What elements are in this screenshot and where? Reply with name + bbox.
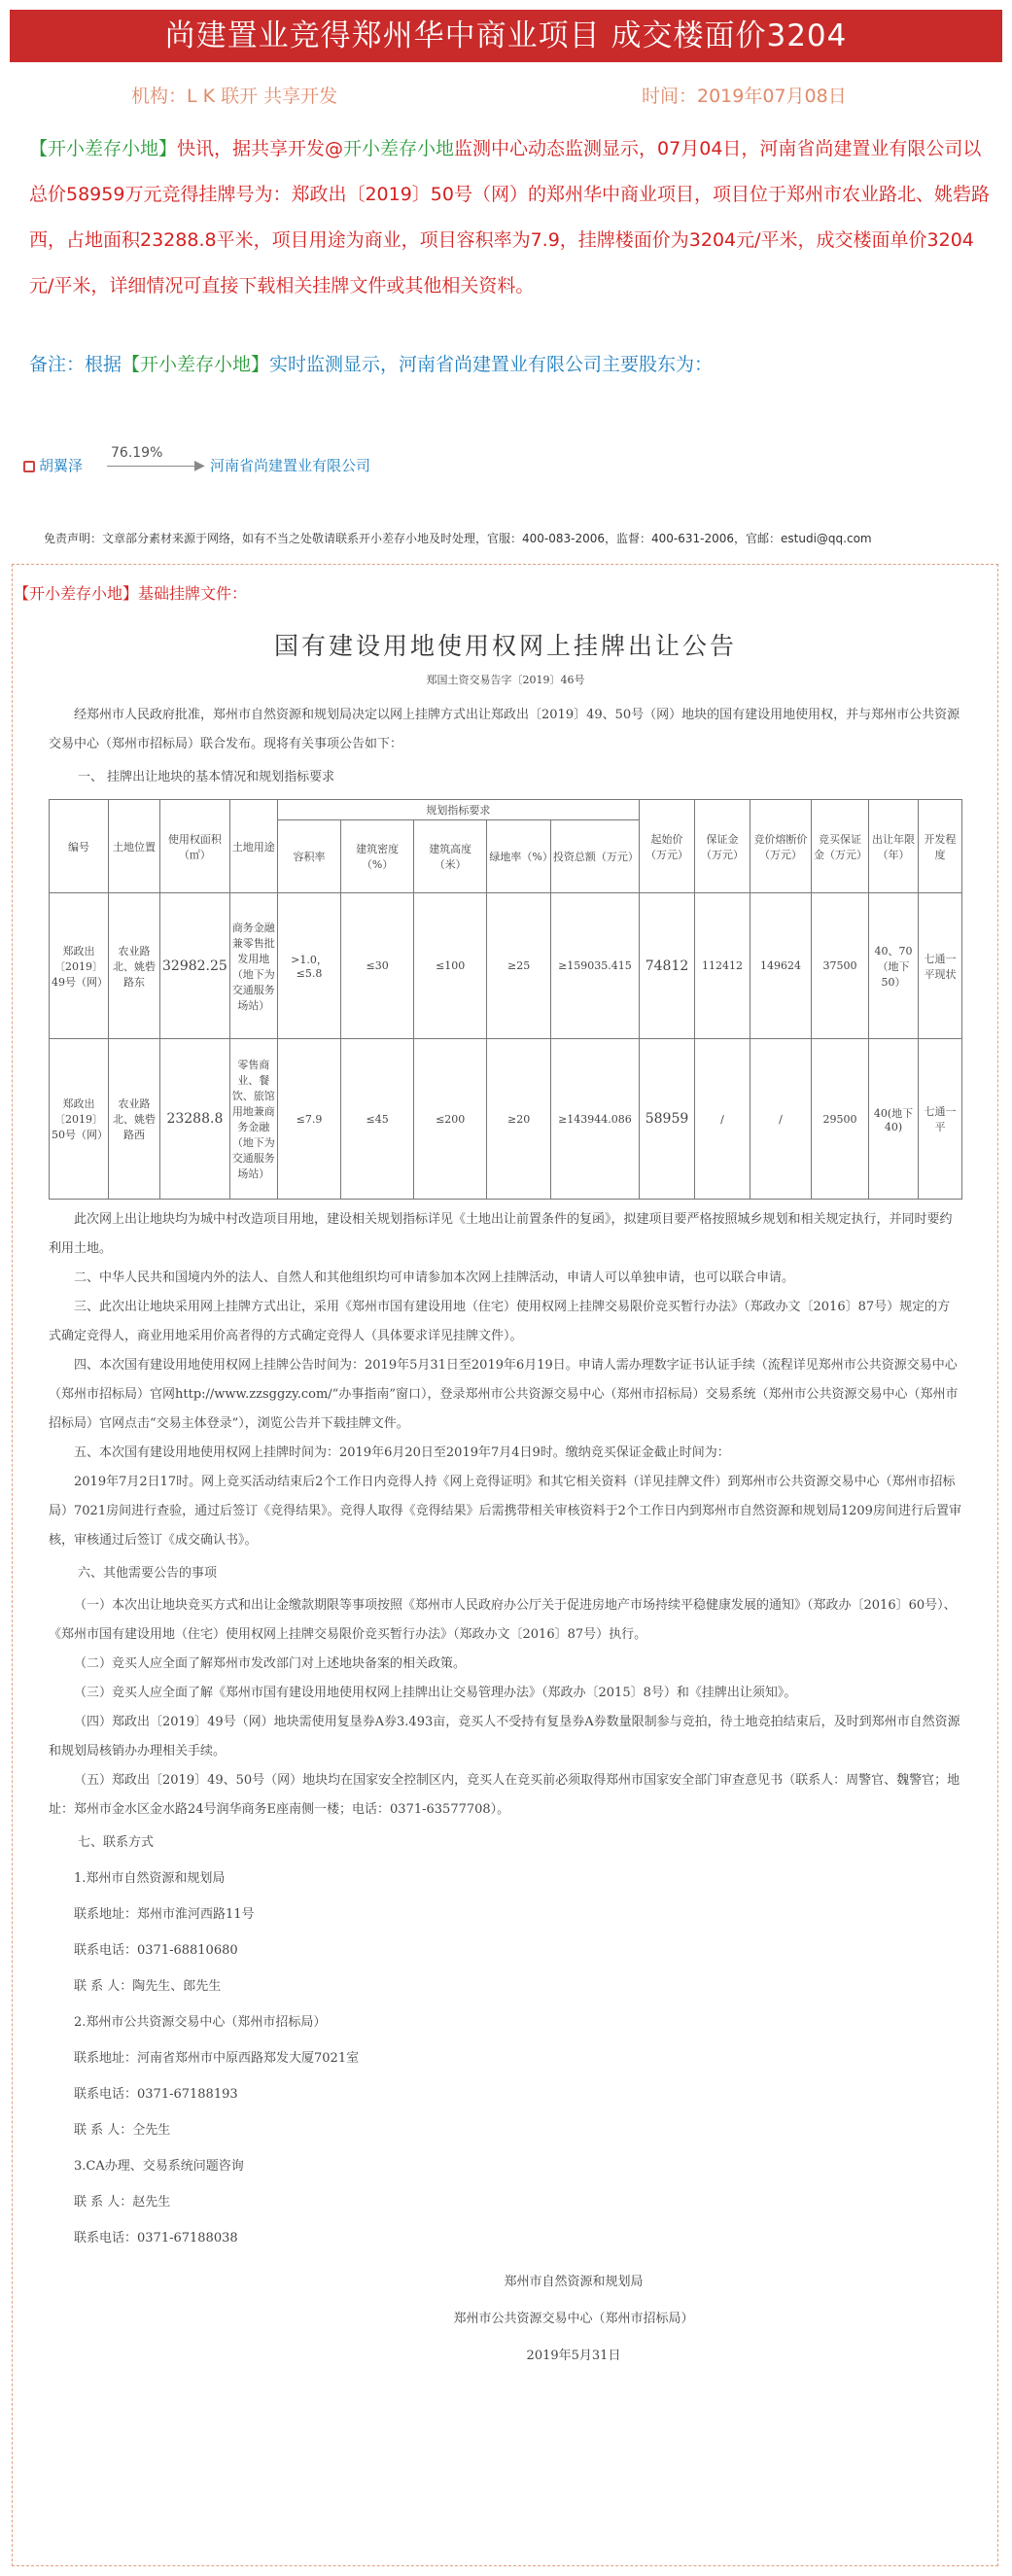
notice-paragraph: （五）郑政出〔2019〕49、50号（网）地块均在国家安全控制区内，竞买人在竞买前必须取得郑州市国家安全部门审查意见书（联系人：周警官、魏警官；地址：郑州市金水区金水路24号润华商务E座南侧一楼；电话：0371-63577708）。 (49, 1773, 960, 1817)
contact-address: 联系地址：河南省郑州市中原西路郑发大厦7021室 (74, 2051, 360, 2066)
cell-density: ≤45 (341, 1039, 414, 1200)
cell-green: ≥20 (487, 1039, 550, 1200)
cell-height: ≤100 (414, 893, 487, 1039)
signature-org-1: 郑州市自然资源和规划局 (504, 2275, 644, 2289)
notice-section-heading: 七、联系方式 (78, 1835, 155, 1850)
parcel-table (49, 799, 962, 1200)
notice-paragraph: 二、中华人民共和国境内外的法人、自然人和其他组织均可申请参加本次网上挂牌活动，申请人可以单独申请，也可以联合申请。 (74, 1271, 795, 1285)
table-row (50, 1039, 962, 1200)
note-tag: 【开小差存小地】 (122, 354, 270, 375)
cell-location: 农业路北、姚砦路东 (109, 893, 160, 1039)
th-location: 土地位置 (109, 800, 160, 893)
notice-paragraph: 2019年7月2日17时。网上竞买活动结束后2个工作日内竞得人持《网上竞得证明》和其它相关资料（详见挂牌文件）到郑州市公共资源交易中心（郑州市招标局）7021房间进行查验，通过后签订《竞得结果》。竞得人取得《竞得结果》后需携带相关审核资料于2个工作日内到郑州市自然资源和规划局1209房间进行后置审核，审核通过后签订《成交确认书》。 (49, 1475, 961, 1548)
intro-text-2: 监测中心动态监测显示，07月04日，河南省尚建置业有限公司以总价58959万元竞得挂牌号为：郑政出〔2019〕50号（网）的郑州华中商业项目，项目位于郑州市农业路北、姚砦路西，占地面积23288.8平米，项目用途为商业，项目容积率为7.9，挂牌楼面价为3204元/平米，成交楼面单价3204元/平米，详细情况可直接下载相关挂牌文件或其他相关资料。 (29, 138, 990, 296)
th-margin: 保证金（万元） (695, 800, 750, 893)
person-icon (23, 461, 35, 472)
signature-block (49, 2264, 962, 2375)
notice-document (49, 612, 962, 2375)
th-cap: 竞价熔断价（万元） (750, 800, 812, 893)
article-meta (0, 78, 1012, 111)
notice-section-heading: 六、其他需要公告的事项 (78, 1566, 218, 1581)
th-height: 建筑高度（米） (414, 820, 487, 893)
document-heading: 【开小差存小地】基础挂牌文件： (14, 584, 248, 603)
notice-paragraph: （三）竞买人应全面了解《郑州市国有建设用地使用权网上挂牌出让交易管理办法》（郑政办〔2015〕8号）和《挂牌出让须知》。 (74, 1686, 797, 1700)
cell-code: 郑政出〔2019〕50号（网） (50, 1039, 109, 1200)
contact-phone: 联系电话：0371-67188038 (74, 2231, 238, 2245)
cell-invest: ≥143944.086 (550, 1039, 639, 1200)
table-header-row (50, 800, 962, 820)
note-paragraph (29, 350, 992, 376)
notice-paragraph: 五、本次国有建设用地使用权网上挂牌时间为：2019年6月20日至2019年7月4日9时。缴纳竞买保证金截止时间为： (74, 1445, 730, 1460)
cell-far: >1.0，≤5.8 (277, 893, 340, 1039)
cell-condition: 七通一平 (919, 1039, 962, 1200)
contact-phone: 联系电话：0371-68810680 (74, 1943, 238, 1958)
arrow-right-icon: ▶ (194, 458, 205, 473)
cell-start-price: 58959 (640, 1039, 695, 1200)
contact-org: 1.郑州市自然资源和规划局 (74, 1871, 226, 1886)
contact-person: 联 系 人：陶先生、郎先生 (74, 1979, 222, 1994)
cell-years: 40、70（地下50） (869, 893, 919, 1039)
cell-margin: 112412 (695, 893, 750, 1039)
th-invest: 投资总额（万元） (550, 820, 639, 893)
shareholder-person[interactable] (23, 455, 83, 475)
cell-cap: / (750, 1039, 812, 1200)
th-code: 编号 (50, 800, 109, 893)
cell-density: ≤30 (341, 893, 414, 1039)
intro-tag: 【开小差存小地】 (29, 138, 178, 159)
notice-paragraph: （一）本次出让地块竞买方式和出让金缴款期限等事项按照《郑州市人民政府办公厅关于促进房地产市场持续平稳健康发展的通知》（郑政办〔2016〕60号）、《郑州市国有建设用地（住宅）使用权网上挂牌交易限价竞买暂行办法》（郑政办文〔2016〕87号）执行。 (49, 1598, 957, 1642)
cell-invest: ≥159035.415 (550, 893, 639, 1039)
contact-phone: 联系电话：0371-67188193 (74, 2087, 238, 2102)
contact-org: 2.郑州市公共资源交易中心（郑州市招标局） (74, 2015, 327, 2030)
shareholder-diagram (23, 445, 607, 488)
contact-address: 联系地址：郑州市淮河西路11号 (74, 1907, 255, 1922)
notice-section-heading: 一、 挂牌出让地块的基本情况和规划指标要求 (78, 770, 335, 784)
cell-location: 农业路北、姚砦路西 (109, 1039, 160, 1200)
shareholder-company[interactable]: 河南省尚建置业有限公司 (210, 457, 371, 474)
th-area: 使用权面积（㎡） (160, 800, 230, 893)
cell-use: 商务金融兼零售批发用地（地下为交通服务场站） (229, 893, 277, 1039)
meta-time: 时间：2019年07月08日 (642, 86, 847, 107)
th-green: 绿地率（%） (487, 820, 550, 893)
cell-area: 32982.25 (160, 893, 230, 1039)
th-group: 规划指标要求 (277, 800, 639, 820)
notice-docno: 郑国土资交易告字〔2019〕46号 (426, 674, 585, 686)
notice-paragraph: 经郑州市人民政府批准，郑州市自然资源和规划局决定以网上挂牌方式出让郑政出〔2019〕49、50号（网）地块的国有建设用地使用权，并与郑州市公共资源交易中心（郑州市招标局）联合发布。现将有关事项公告如下： (49, 708, 960, 751)
notice-paragraph: 四、本次国有建设用地使用权网上挂牌公告时间为：2019年5月31日至2019年6月19日。申请人需办理数字证书认证手续（流程详见郑州市公共资源交易中心（郑州市招标局）官网http://www.zzsggzy.com/“办事指南”窗口），登录郑州市公共资源交易中心（郑州市招标局）交易系统（郑州市公共资源交易中心（郑州市招标局）官网点击“交易主体登录”），浏览公告并下载挂牌文件。 (49, 1358, 959, 1431)
shareholder-percent: 76.19% (111, 445, 163, 461)
cell-green: ≥25 (487, 893, 550, 1039)
cell-start-price: 74812 (640, 893, 695, 1039)
meta-org: 机构：L K 联开 共享开发 (131, 86, 338, 107)
contact-person: 联 系 人：赵先生 (74, 2195, 171, 2210)
th-start-price: 起始价（万元） (640, 800, 695, 893)
cell-cap: 149624 (750, 893, 812, 1039)
th-years: 出让年限（年） (869, 800, 919, 893)
cell-margin: / (695, 1039, 750, 1200)
th-condition: 开发程度 (919, 800, 962, 893)
notice-paragraph: （二）竞买人应全面了解郑州市发改部门对上述地块备案的相关政策。 (74, 1656, 467, 1671)
cell-deposit: 37500 (812, 893, 869, 1039)
th-far: 容积率 (277, 820, 340, 893)
signature-date: 2019年5月31日 (526, 2349, 621, 2363)
note-text-1: 备注：根据 (29, 354, 122, 375)
notice-paragraph: 三、此次出让地块采用网上挂牌方式出让，采用《郑州市国有建设用地（住宅）使用权网上挂牌交易限价竞买暂行办法》（郑政办文〔2016〕87号）规定的方式确定竞得人，商业用地采用价高者得的方式确定竞得人（具体要求详见挂牌文件）。 (49, 1300, 951, 1343)
th-use: 土地用途 (229, 800, 277, 893)
th-deposit: 竞买保证金（万元） (812, 800, 869, 893)
cell-condition: 七通一平现状 (919, 893, 962, 1039)
notice-paragraph: （四）郑政出〔2019〕49号（网）地块需使用复垦券A券3.493亩，竞买人不受持有复垦券A券数量限制参与竞拍，待土地竞拍结束后，及时到郑州市自然资源和规划局核销办办理相关手续。 (49, 1715, 960, 1758)
cell-deposit: 29500 (812, 1039, 869, 1200)
cell-area: 23288.8 (160, 1039, 230, 1200)
cell-years: 40(地下40) (869, 1039, 919, 1200)
table-row (50, 893, 962, 1039)
article-title: 尚建置业竞得郑州华中商业项目 成交楼面价3204 (10, 10, 1002, 62)
cell-height: ≤200 (414, 1039, 487, 1200)
cell-code: 郑政出〔2019〕49号（网） (50, 893, 109, 1039)
notice-paragraph: 此次网上出让地块均为城中村改造项目用地，建设相关规划指标详见《土地出让前置条件的复函》，拟建项目要严格按照城乡规划和相关规定执行，并同时要约利用土地。 (49, 1212, 953, 1256)
cell-use: 零售商业、餐饮、旅馆用地兼商务金融（地下为交通服务场站） (229, 1039, 277, 1200)
disclaimer: 免责声明：文章部分素材来源于网络，如有不当之处敬请联系开小差存小地及时处理，官服：400-083-2006，监督：400-631-2006，官邮：estudi@qq.com (44, 532, 872, 545)
signature-org-2: 郑州市公共资源交易中心（郑州市招标局） (453, 2312, 694, 2326)
notice-title: 国有建设用地使用权网上挂牌出让公告 (273, 632, 737, 660)
ownership-arrow-line (107, 466, 200, 467)
intro-paragraph (29, 126, 992, 309)
intro-handle: 开小差存小地 (343, 138, 455, 159)
cell-far: ≤7.9 (277, 1039, 340, 1200)
contact-org: 3.CA办理、交易系统问题咨询 (74, 2159, 244, 2174)
note-text-2: 实时监测显示，河南省尚建置业有限公司主要股东为： (269, 354, 714, 375)
intro-text-1: 快讯，据共享开发@ (177, 138, 344, 159)
shareholder-name: 胡翼泽 (39, 457, 84, 474)
contact-person: 联 系 人：仝先生 (74, 2123, 171, 2138)
th-density: 建筑密度（%） (341, 820, 414, 893)
